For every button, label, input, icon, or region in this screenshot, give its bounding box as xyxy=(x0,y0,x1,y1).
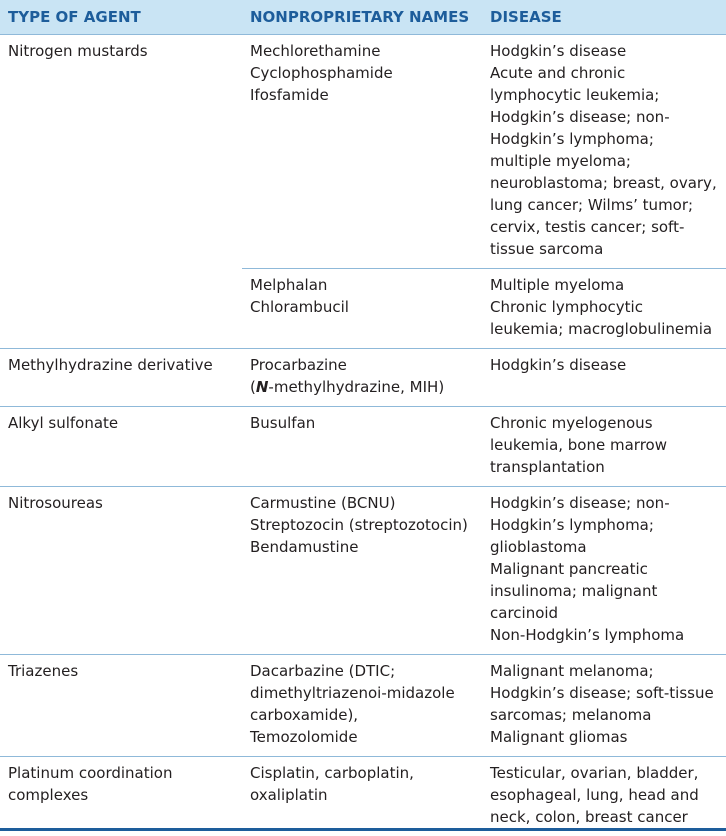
nonproprietary-names: Melphalan Chlorambucil xyxy=(250,276,349,316)
disease: Hodgkin’s disease xyxy=(490,356,627,374)
names-emphasis: N xyxy=(255,378,269,396)
nonproprietary-names: Dacarbazine (DTIC; dimethyltriazenoi-midazole carboxamide), Temozolomide xyxy=(250,662,455,746)
disease: Multiple myeloma Chronic lymphocytic leukemia; macroglobulinemia xyxy=(490,276,713,338)
nonproprietary-names: Busulfan xyxy=(250,414,316,432)
agent-type: Methylhydrazine derivative xyxy=(8,356,213,374)
table-row xyxy=(0,756,726,836)
nonproprietary-names xyxy=(242,349,482,406)
table-row xyxy=(0,348,726,406)
sub-row xyxy=(242,268,726,348)
agent-type: Nitrogen mustards xyxy=(8,42,148,60)
header-disease: DISEASE xyxy=(490,8,562,26)
agent-type: Triazenes xyxy=(8,662,79,680)
nonproprietary-names: Cisplatin, carboplatin, oxaliplatin xyxy=(250,764,414,804)
names-line: Procarbazine xyxy=(250,356,347,374)
names-open: ( xyxy=(250,378,256,396)
header-nonproprietary-names: NONPROPRIETARY NAMES xyxy=(250,8,470,26)
disease: Malignant melanoma; Hodgkin’s disease; soft-tissue sarcomas; melanoma Malignant gliomas xyxy=(490,662,714,746)
sub-row xyxy=(242,35,726,268)
agent-type: Alkyl sulfonate xyxy=(8,414,119,432)
agent-type: Nitrosoureas xyxy=(8,494,103,512)
nonproprietary-names: Carmustine (BCNU) Streptozocin (streptozotocin) Bendamustine xyxy=(250,494,468,556)
nonproprietary-names: Mechlorethamine Cyclophosphamide Ifosfamide xyxy=(250,42,393,104)
disease: Chronic myelogenous leukemia, bone marrow transplantation xyxy=(490,414,667,476)
header-type-of-agent: TYPE OF AGENT xyxy=(8,8,141,26)
table-row xyxy=(0,34,726,348)
names-rest: -methylhydrazine, MIH) xyxy=(268,378,445,396)
table-row xyxy=(0,654,726,756)
table-row xyxy=(0,406,726,486)
disease: Hodgkin’s disease; non-Hodgkin’s lymphoma; glioblastoma Malignant pancreatic insulinoma; malignant carcinoid Non-Hodgkin’s lymphoma xyxy=(490,494,685,644)
disease: Testicular, ovarian, bladder, esophageal, lung, head and neck, colon, breast cancer xyxy=(490,764,699,826)
table-header xyxy=(0,0,726,34)
agent-type: Platinum coordination complexes xyxy=(8,764,173,804)
disease: Hodgkin’s disease Acute and chronic lymphocytic leukemia; Hodgkin’s disease; non-Hodgkin’s lymphoma; multiple myeloma; neuroblastoma; breast, ovary, lung cancer; Wilms’ tumor; cervix, testis cancer; soft-tissue sarcoma xyxy=(490,42,717,258)
table-row xyxy=(0,486,726,654)
